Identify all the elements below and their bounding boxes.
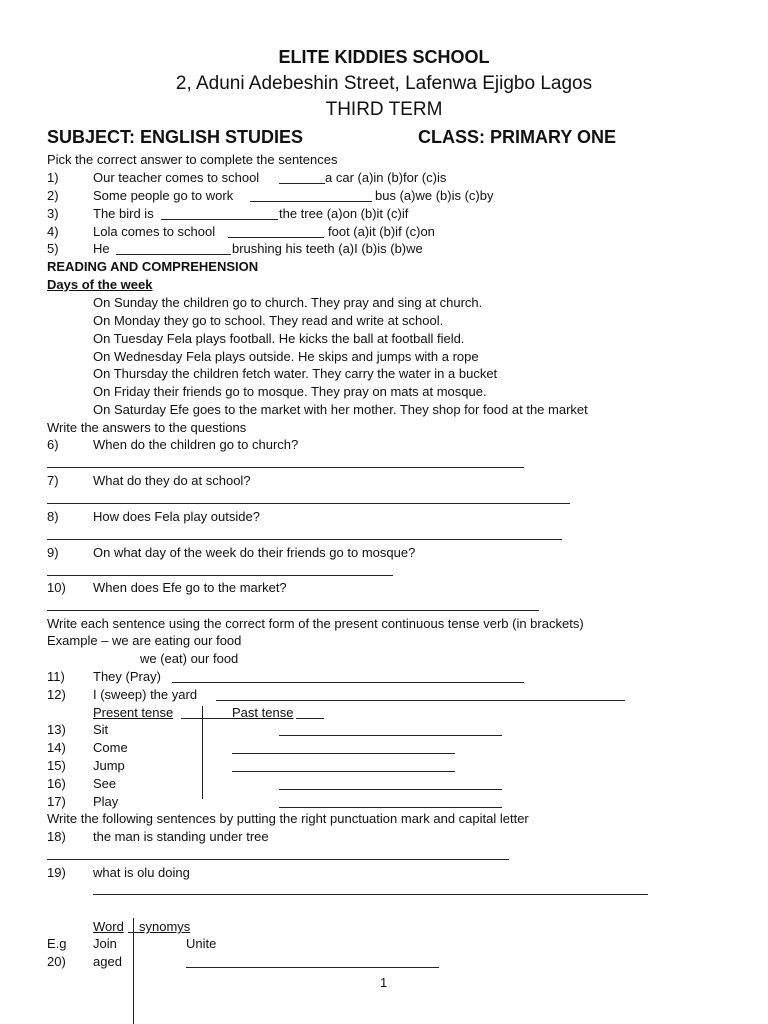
passage-line: On Saturday Efe goes to the market with her mother. They shop for food at the market [93, 402, 588, 417]
questions-instruction: Write the answers to the questions [47, 420, 247, 435]
q9-answer-line [47, 575, 393, 576]
subject-label: SUBJECT: ENGLISH STUDIES [47, 127, 304, 147]
col-present-tense: Present tense [93, 705, 174, 720]
q13-answer-line [279, 735, 502, 736]
q5-text: He [93, 241, 110, 256]
punct-instruction: Write the following sentences by putting the right punctuation mark and capital letter [47, 811, 529, 826]
q1-blank [279, 183, 325, 184]
col-word: Word [93, 919, 124, 934]
q20-number: 20) [47, 954, 66, 969]
q18-text: the man is standing under tree [93, 829, 269, 844]
q8-text: How does Fela play outside? [93, 509, 260, 524]
table-header-rule [181, 718, 232, 719]
q17-number: 17) [47, 794, 66, 809]
passage-line: On Sunday the children go to church. They pray and sing at church. [93, 295, 483, 310]
q12-text: I (sweep) the yard [93, 687, 198, 702]
q16-answer-line [279, 789, 502, 790]
q19-text: what is olu doing [93, 865, 190, 880]
q12-number: 12) [47, 687, 66, 702]
col-past-tense: Past tense [232, 705, 294, 720]
q8-number: 8) [47, 509, 59, 524]
q12-answer-line [216, 700, 625, 701]
q20-answer-line [186, 967, 439, 968]
q3-options: the tree (a)on (b)it (c)if [279, 206, 409, 221]
q11-text: They (Pray) [93, 669, 161, 684]
q2-text: Some people go to work [93, 188, 234, 203]
q17-word: Play [93, 794, 119, 809]
q19-answer-line [93, 894, 648, 895]
term-title: THIRD TERM [325, 99, 443, 120]
q16-number: 16) [47, 776, 66, 791]
q13-word: Sit [93, 722, 109, 737]
q15-number: 15) [47, 758, 66, 773]
school-name: ELITE KIDDIES SCHOOL [278, 47, 490, 67]
q1-text: Our teacher comes to school [93, 170, 260, 185]
class-label: CLASS: PRIMARY ONE [418, 127, 617, 147]
q18-answer-line [47, 859, 509, 860]
passage-line: On Friday their friends go to mosque. They pray on mats at mosque. [93, 384, 487, 399]
page-number: 1 [380, 975, 388, 990]
q14-number: 14) [47, 740, 66, 755]
q7-answer-line [47, 503, 570, 504]
q2-options: bus (a)we (b)is (c)by [375, 188, 494, 203]
q2-number: 2) [47, 188, 59, 203]
q3-number: 3) [47, 206, 59, 221]
q11-answer-line [172, 682, 524, 683]
passage-line: On Thursday the children fetch water. They carry the water in a bucket [93, 366, 498, 381]
q7-text: What do they do at school? [93, 473, 251, 488]
q7-number: 7) [47, 473, 59, 488]
q5-options: brushing his teeth (a)I (b)is (b)we [232, 241, 423, 256]
q1-number: 1) [47, 170, 59, 185]
q13-number: 13) [47, 722, 66, 737]
section1-instruction: Pick the correct answer to complete the sentences [47, 152, 338, 167]
eg-synonym: Unite [186, 936, 217, 951]
q11-number: 11) [47, 669, 65, 684]
q14-word: Come [93, 740, 128, 755]
q8-answer-line [47, 539, 562, 540]
reading-title: Days of the week [47, 277, 153, 292]
q4-blank [228, 237, 324, 238]
q10-text: When does Efe go to the market? [93, 580, 287, 595]
q9-number: 9) [47, 545, 59, 560]
q3-blank [161, 219, 278, 220]
q4-number: 4) [47, 224, 59, 239]
col-synonyms: synomys [139, 919, 191, 934]
q9-text: On what day of the week do their friends go to mosque? [93, 545, 416, 560]
q18-number: 18) [47, 829, 66, 844]
eg-word: Join [93, 936, 117, 951]
passage-line: On Wednesday Fela plays outside. He skips and jumps with a rope [93, 349, 479, 364]
q17-answer-line [279, 807, 502, 808]
q5-blank [116, 254, 231, 255]
q4-options: foot (a)it (b)if (c)on [328, 224, 435, 239]
eg-label: E.g [47, 936, 67, 951]
tense-example: Example – we are eating our food [47, 633, 242, 648]
synonyms-table-divider [133, 918, 134, 1024]
q15-word: Jump [93, 758, 125, 773]
q19-number: 19) [47, 865, 66, 880]
tense-example-base: we (eat) our food [140, 651, 239, 666]
q14-answer-line [232, 753, 455, 754]
q16-word: See [93, 776, 117, 791]
q20-word: aged [93, 954, 122, 969]
passage-line: On Tuesday Fela plays football. He kicks the ball at football field. [93, 331, 465, 346]
q6-text: When do the children go to church? [93, 437, 299, 452]
table-header-rule [296, 718, 324, 719]
reading-heading: READING AND COMPREHENSION [47, 259, 259, 274]
q2-blank [250, 201, 372, 202]
passage-line: On Monday they go to school. They read and write at school. [93, 313, 444, 328]
q6-number: 6) [47, 437, 59, 452]
q10-number: 10) [47, 580, 66, 595]
q3-text: The bird is [93, 206, 154, 221]
q1-options: a car (a)in (b)for (c)is [325, 170, 447, 185]
q10-answer-line [47, 610, 539, 611]
q15-answer-line [232, 771, 455, 772]
tense-table-divider [202, 706, 203, 799]
tense-instruction: Write each sentence using the correct form of the present continuous tense verb (in brackets) [47, 616, 584, 631]
q5-number: 5) [47, 241, 59, 256]
q4-text: Lola comes to school [93, 224, 216, 239]
q6-answer-line [47, 467, 524, 468]
school-address: 2, Aduni Adebeshin Street, Lafenwa Ejigbo Lagos [175, 73, 593, 94]
